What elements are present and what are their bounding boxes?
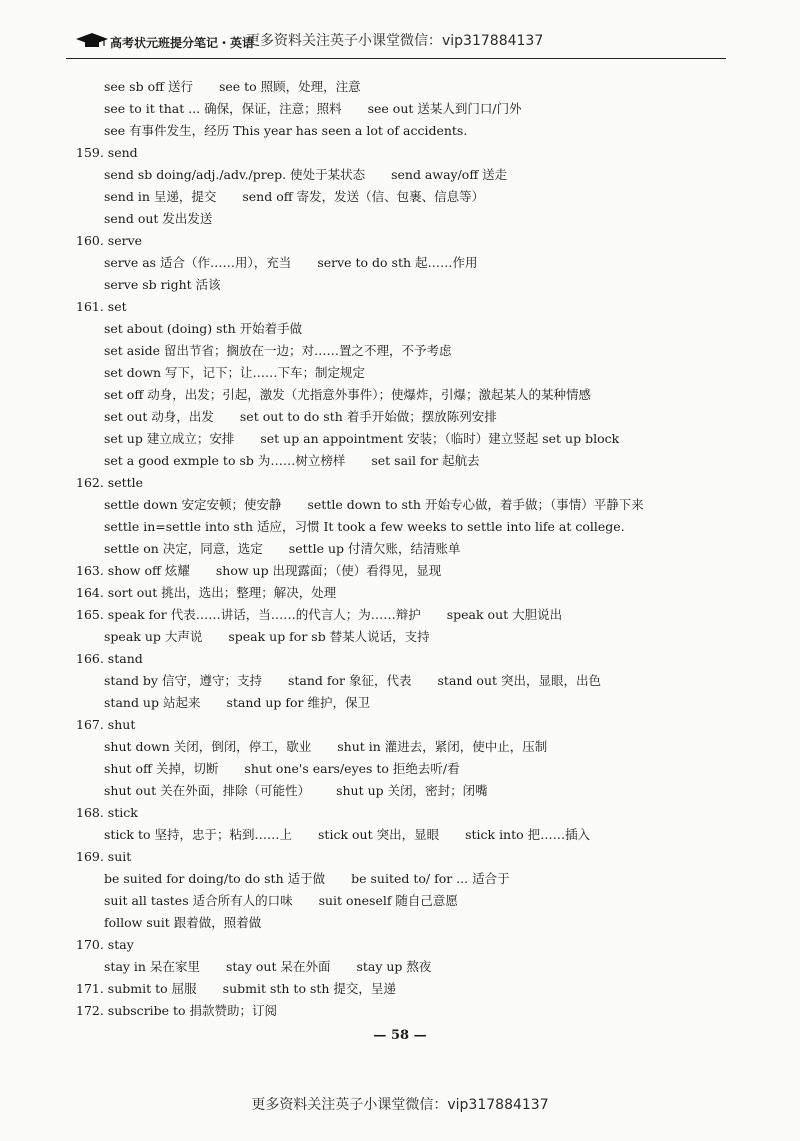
phrase-line <box>76 868 736 890</box>
phrase-line <box>76 252 736 274</box>
phrase-text: set about (doing) sth 开始着手做 <box>104 321 303 336</box>
phrase-line <box>76 890 736 912</box>
phrase-text: 166. stand <box>76 651 143 666</box>
phrase-text: 172. subscribe to 捐款赞助；订阅 <box>76 1003 278 1018</box>
header-watermark: 更多资料关注英子小课堂微信：vip317884137 <box>246 33 544 49</box>
entry-heading <box>76 582 736 604</box>
phrase-text: stand up 站起来 <box>104 695 201 710</box>
phrase-text: shut in 灌进去，紧闭，使中止，压制 <box>337 739 548 754</box>
phrase-text: 164. sort out 挑出，选出；整理；解决，处理 <box>76 585 337 600</box>
phrase-text: shut up 关闭，密封；闭嘴 <box>336 783 488 798</box>
phrase-line <box>76 362 736 384</box>
phrase-text: stand by 信守，遵守；支持 <box>104 673 262 688</box>
phrase-text: settle down to sth 开始专心做，着手做；（事情）平静下来 <box>307 497 644 512</box>
phrase-text: stand out 突出，显眼，出色 <box>437 673 601 688</box>
footer-watermark: 更多资料关注英子小课堂微信：vip317884137 <box>251 1097 549 1113</box>
phrase-line <box>76 120 736 142</box>
entry-heading <box>76 934 736 956</box>
phrase-text: settle in=settle into sth 适应，习惯 It took a few weeks to settle into life at college. <box>104 519 625 534</box>
phrase-text: set down 写下，记下；让……下车；制定规定 <box>104 365 366 380</box>
phrase-text: see 有事件发生，经历 This year has seen a lot of accidents. <box>104 123 468 138</box>
phrase-line <box>76 428 736 450</box>
entry-heading <box>76 472 736 494</box>
entry-heading <box>76 802 736 824</box>
phrase-text: see sb off 送行 <box>104 79 193 94</box>
phrase-text: stick out 突出，显眼 <box>318 827 440 842</box>
phrase-text: serve to do sth 起……作用 <box>317 255 478 270</box>
phrase-text: 167. shut <box>76 717 136 732</box>
page-header <box>66 28 726 58</box>
header-divider <box>66 58 726 60</box>
phrase-text: be suited to/ for ... 适合于 <box>351 871 510 886</box>
phrase-line <box>76 956 736 978</box>
phrase-text: suit all tastes 适合所有人的口味 <box>104 893 293 908</box>
phrase-line <box>76 912 736 934</box>
phrase-line <box>76 450 736 472</box>
phrase-text: send in 呈递，提交 <box>104 189 217 204</box>
book-title: 高考状元班提分笔记・英语 <box>110 36 255 50</box>
phrase-line <box>76 538 736 560</box>
entry-heading <box>76 230 736 252</box>
phrase-line <box>76 692 736 714</box>
phrase-text: shut out 关在外面，排除（可能性） <box>104 783 311 798</box>
phrase-text: set sail for 起航去 <box>371 453 480 468</box>
phrase-text: follow suit 跟着做，照着做 <box>104 915 262 930</box>
phrase-text: set aside 留出节省；搁放在一边；对……置之不理，不予考虑 <box>104 343 452 358</box>
phrase-text: see out 送某人到门口/门外 <box>367 101 522 116</box>
phrase-line <box>76 76 736 98</box>
phrase-line <box>76 736 736 758</box>
phrase-text: set out to do sth 着手开始做；摆放陈列安排 <box>239 409 497 424</box>
phrase-text: stay in 呆在家里 <box>104 959 200 974</box>
phrase-line <box>76 626 736 648</box>
phrase-line <box>76 274 736 296</box>
phrase-text: 159. send <box>76 145 138 160</box>
phrase-text: settle up 付清欠账，结清账单 <box>288 541 461 556</box>
phrase-line <box>76 406 736 428</box>
phrase-line <box>76 318 736 340</box>
phrase-text: set up 建立成立；安排 <box>104 431 235 446</box>
phrase-line <box>76 516 736 538</box>
entry-heading <box>76 1000 736 1022</box>
phrase-text: set off 动身，出发；引起，激发（尤指意外事件）；使爆炸，引爆；激起某人的某种情感 <box>104 387 591 402</box>
phrase-line <box>76 758 736 780</box>
graduation-cap-icon <box>76 32 108 48</box>
phrase-text: 163. show off 炫耀 <box>76 563 190 578</box>
phrase-text: settle on 决定，同意，选定 <box>104 541 263 556</box>
phrase-line <box>76 186 736 208</box>
phrase-text: send away/off 送走 <box>391 167 508 182</box>
phrase-text: 170. stay <box>76 937 134 952</box>
phrase-text: 169. suit <box>76 849 132 864</box>
phrase-line <box>76 494 736 516</box>
phrase-text: stay out 呆在外面 <box>225 959 331 974</box>
vocabulary-list <box>76 76 736 1022</box>
phrase-text: stick into 把……插入 <box>465 827 591 842</box>
phrase-text: suit oneself 随自己意愿 <box>318 893 458 908</box>
entry-heading <box>76 142 736 164</box>
phrase-text: 168. stick <box>76 805 138 820</box>
phrase-text: serve sb right 活该 <box>104 277 221 292</box>
phrase-text: serve as 适合（作……用），充当 <box>104 255 292 270</box>
phrase-text: be suited for doing/to do sth 适于做 <box>104 871 326 886</box>
phrase-text: stay up 熬夜 <box>356 959 432 974</box>
phrase-line <box>76 164 736 186</box>
entry-heading <box>76 648 736 670</box>
phrase-line <box>76 384 736 406</box>
phrase-text: submit sth to sth 提交，呈递 <box>222 981 396 996</box>
phrase-text: stick to 坚持，忠于；粘到……上 <box>104 827 293 842</box>
phrase-text: send off 寄发，发送（信、包裹、信息等） <box>242 189 485 204</box>
entry-heading <box>76 296 736 318</box>
phrase-text: settle down 安定安顿；使安静 <box>104 497 282 512</box>
phrase-text: see to 照顾，处理，注意 <box>218 79 361 94</box>
phrase-text: 171. submit to 屈服 <box>76 981 197 996</box>
phrase-text: shut one's ears/eyes to 拒绝去听/看 <box>244 761 460 776</box>
phrase-text: set a good exmple to sb 为……树立榜样 <box>104 453 346 468</box>
phrase-line <box>76 208 736 230</box>
entry-heading <box>76 846 736 868</box>
phrase-line <box>76 780 736 802</box>
phrase-text: show up 出现露面；（使）看得见，显现 <box>215 563 442 578</box>
phrase-text: stand for 象征，代表 <box>287 673 412 688</box>
phrase-text: set out 动身，出发 <box>104 409 214 424</box>
phrase-text: stand up for 维护，保卫 <box>226 695 370 710</box>
phrase-text: speak out 大胆说出 <box>446 607 563 622</box>
phrase-text: 162. settle <box>76 475 144 490</box>
phrase-line <box>76 824 736 846</box>
phrase-text: send out 发出发送 <box>104 211 213 226</box>
entry-heading <box>76 978 736 1000</box>
phrase-text: 165. speak for 代表……讲话，当……的代言人；为……辩护 <box>76 607 421 622</box>
phrase-line <box>76 98 736 120</box>
entry-heading <box>76 560 736 582</box>
phrase-text: shut off 关掉，切断 <box>104 761 219 776</box>
phrase-text: see to it that ... 确保，保证，注意；照料 <box>104 101 342 116</box>
entry-heading <box>76 604 736 626</box>
phrase-line <box>76 340 736 362</box>
phrase-text: 161. set <box>76 299 127 314</box>
phrase-text: speak up for sb 替某人说话，支持 <box>228 629 430 644</box>
phrase-text: speak up 大声说 <box>104 629 203 644</box>
phrase-text: 160. serve <box>76 233 143 248</box>
page-number: — 58 — <box>373 1028 427 1043</box>
entry-heading <box>76 714 736 736</box>
phrase-line <box>76 670 736 692</box>
phrase-text: send sb doing/adj./adv./prep. 使处于某状态 <box>104 167 366 182</box>
phrase-text: shut down 关闭，倒闭，停工，歇业 <box>104 739 312 754</box>
phrase-text: set up an appointment 安装；（临时）建立竖起 set up block <box>260 431 620 446</box>
